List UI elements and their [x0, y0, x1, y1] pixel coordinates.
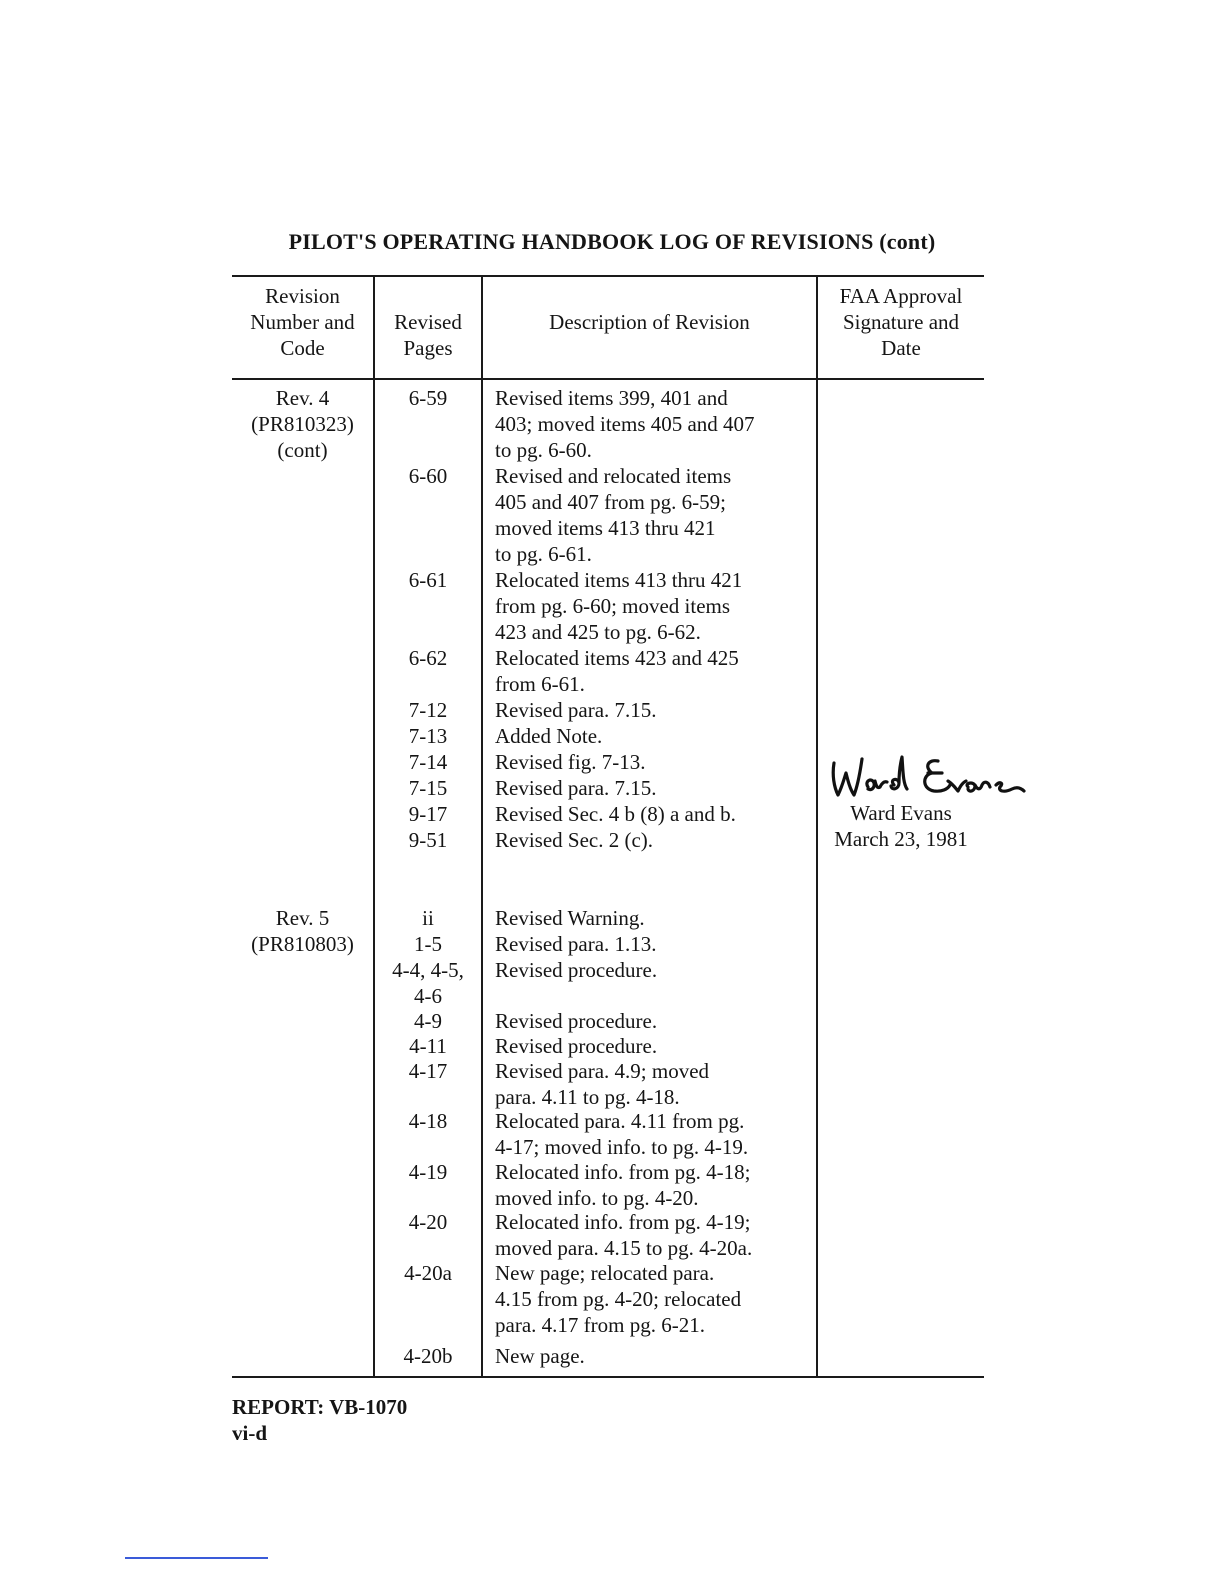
- revision-description: Relocated para. 4.11 from pg. 4-17; moved info. to pg. 4-19.: [495, 1109, 749, 1159]
- revision-description: Revised para. 7.15.: [495, 776, 657, 800]
- revised-page: 6-61: [408, 568, 448, 592]
- header-faa-approval: FAA Approval Signature and Date: [839, 284, 963, 360]
- revision-description: Revised Sec. 2 (c).: [495, 828, 654, 852]
- revised-page: 4-19: [408, 1160, 448, 1184]
- revised-page: 4-17: [408, 1059, 448, 1083]
- header-bottom-rule: [232, 378, 984, 380]
- revised-page: 6-60: [408, 464, 448, 488]
- revision-description: Revised para. 4.9; moved para. 4.11 to pg. 4-18.: [495, 1059, 710, 1109]
- table-top-rule: [232, 275, 984, 277]
- revision-description: Relocated info. from pg. 4-18; moved info. to pg. 4-20.: [495, 1160, 751, 1210]
- revised-page: ii: [422, 906, 434, 930]
- revised-page: 9-51: [408, 828, 448, 852]
- revised-page: 6-59: [408, 386, 448, 410]
- revision-description: Revised procedure.: [495, 1034, 658, 1058]
- column-divider-2: [481, 275, 483, 1378]
- revised-page: 7-15: [408, 776, 448, 800]
- revision-description: New page; relocated para. 4.15 from pg. 4-20; relocated para. 4.17 from pg. 6-21.: [495, 1261, 742, 1337]
- link-underline: [125, 1557, 268, 1559]
- revised-page: 7-13: [408, 724, 448, 748]
- header-revision-number: Revision Number and Code: [250, 284, 355, 360]
- revised-page: 1-5: [414, 932, 442, 956]
- revision-description: Revised Sec. 4 b (8) a and b.: [495, 802, 736, 826]
- revised-page: 7-14: [408, 750, 448, 774]
- revision-description: Relocated items 413 thru 421 from pg. 6-60; moved items 423 and 425 to pg. 6-62.: [495, 568, 743, 644]
- header-description: Description of Revision: [549, 310, 750, 334]
- revision-description: New page.: [495, 1344, 585, 1368]
- revision-description: Revised items 399, 401 and 403; moved items 405 and 407 to pg. 6-60.: [495, 386, 755, 462]
- revision-description: Revised procedure.: [495, 1009, 658, 1033]
- revised-page: 4-11: [409, 1034, 447, 1058]
- page-title: PILOT'S OPERATING HANDBOOK LOG OF REVISIONS (cont): [288, 229, 936, 254]
- revised-page: 4-20: [408, 1210, 448, 1234]
- revision-description: Revised and relocated items 405 and 407 from pg. 6-59; moved items 413 thru 421 to pg. 6-61.: [495, 464, 732, 566]
- revision-code-rev4: Rev. 4 (PR810323) (cont): [251, 386, 354, 462]
- revised-page: 4-20b: [403, 1344, 453, 1368]
- revision-code-rev5: Rev. 5 (PR810803): [251, 906, 354, 956]
- header-revised-pages: Revised Pages: [394, 310, 462, 360]
- approver-name: Ward Evans: [850, 801, 952, 825]
- approval-date: March 23, 1981: [834, 827, 968, 851]
- revision-description: Revised para. 1.13.: [495, 932, 657, 956]
- revised-page: 4-20a: [404, 1261, 452, 1285]
- revised-page: 7-12: [408, 698, 448, 722]
- revised-page: 9-17: [408, 802, 448, 826]
- revised-page: 4-4, 4-5, 4-6: [392, 958, 464, 1008]
- page-number: vi-d: [232, 1421, 268, 1445]
- report-number: REPORT: VB-1070: [232, 1395, 408, 1419]
- revised-page: 4-9: [414, 1009, 442, 1033]
- revision-description: Added Note.: [495, 724, 603, 748]
- revision-log-table: [232, 275, 984, 1378]
- revision-description: Relocated info. from pg. 4-19; moved para. 4.15 to pg. 4-20a.: [495, 1210, 753, 1260]
- revised-page: 6-62: [408, 646, 448, 670]
- revision-description: Revised fig. 7-13.: [495, 750, 646, 774]
- table-bottom-rule: [232, 1376, 984, 1378]
- revision-description: Relocated items 423 and 425 from 6-61.: [495, 646, 739, 696]
- revision-description: Revised Warning.: [495, 906, 645, 930]
- revision-description: Revised procedure.: [495, 958, 658, 982]
- revised-page: 4-18: [408, 1109, 448, 1133]
- revision-description: Revised para. 7.15.: [495, 698, 657, 722]
